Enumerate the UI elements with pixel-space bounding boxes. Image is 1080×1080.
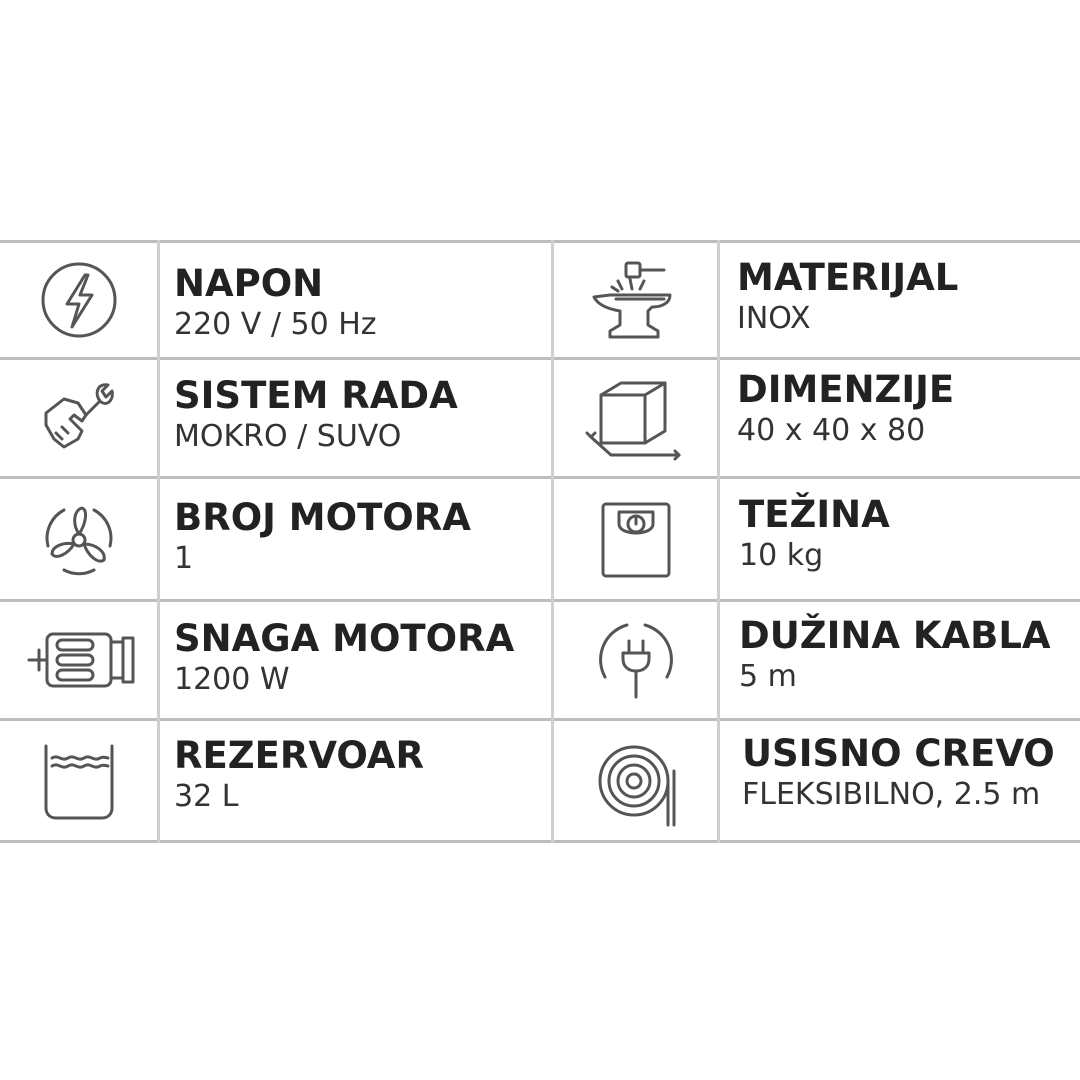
column-divider — [157, 240, 160, 843]
spec-value: FLEKSIBILNO, 2.5 m — [742, 777, 1041, 812]
power-plug-icon — [554, 602, 717, 718]
coiled-hose-icon — [554, 721, 717, 840]
row-divider — [0, 718, 1080, 721]
water-tank-icon — [0, 721, 157, 840]
spec-dimenzije — [737, 368, 954, 450]
column-divider — [717, 240, 720, 843]
anvil-hammer-icon — [554, 243, 717, 357]
spec-rezervoar — [174, 734, 424, 816]
spec-broj-motora — [174, 496, 471, 578]
row-divider — [0, 357, 1080, 360]
box-dimensions-icon — [554, 360, 717, 476]
spec-value: 10 kg — [739, 538, 824, 573]
spec-value: 40 x 40 x 80 — [737, 413, 926, 448]
spec-title: NAPON — [174, 262, 324, 305]
electric-motor-icon — [0, 602, 157, 718]
spec-title: USISNO CREVO — [742, 732, 1055, 775]
spec-value: MOKRO / SUVO — [174, 419, 402, 454]
weight-scale-icon — [554, 479, 717, 599]
spec-duzina-kabla — [739, 614, 1051, 696]
spec-title: TEŽINA — [739, 493, 890, 536]
spec-value: 1 — [174, 541, 194, 576]
spec-value: 1200 W — [174, 662, 290, 697]
spec-snaga-motora — [174, 617, 514, 699]
spec-sistem-rada — [174, 374, 458, 456]
spec-title: BROJ MOTORA — [174, 496, 471, 539]
spec-value: 220 V / 50 Hz — [174, 307, 377, 342]
spec-value: INOX — [737, 301, 811, 336]
spec-title: DIMENZIJE — [737, 368, 955, 411]
spec-title: MATERIJAL — [737, 256, 959, 299]
spec-value: 32 L — [174, 779, 239, 814]
spec-title: SISTEM RADA — [174, 374, 458, 417]
hand-wrench-icon — [0, 360, 157, 476]
spec-napon — [174, 262, 377, 344]
spec-title: REZERVOAR — [174, 734, 424, 777]
table-border-top — [0, 240, 1080, 243]
table-border-bottom — [0, 840, 1080, 843]
row-divider — [0, 476, 1080, 479]
spec-title: DUŽINA KABLA — [739, 614, 1051, 657]
lightning-bolt-icon — [0, 243, 157, 357]
spec-value: 5 m — [739, 659, 797, 694]
spec-usisno-crevo — [742, 732, 1055, 814]
fan-icon — [0, 479, 157, 599]
spec-table — [0, 240, 1080, 843]
spec-title: SNAGA MOTORA — [174, 617, 515, 660]
row-divider — [0, 599, 1080, 602]
spec-materijal — [737, 256, 958, 338]
spec-tezina — [739, 493, 890, 575]
